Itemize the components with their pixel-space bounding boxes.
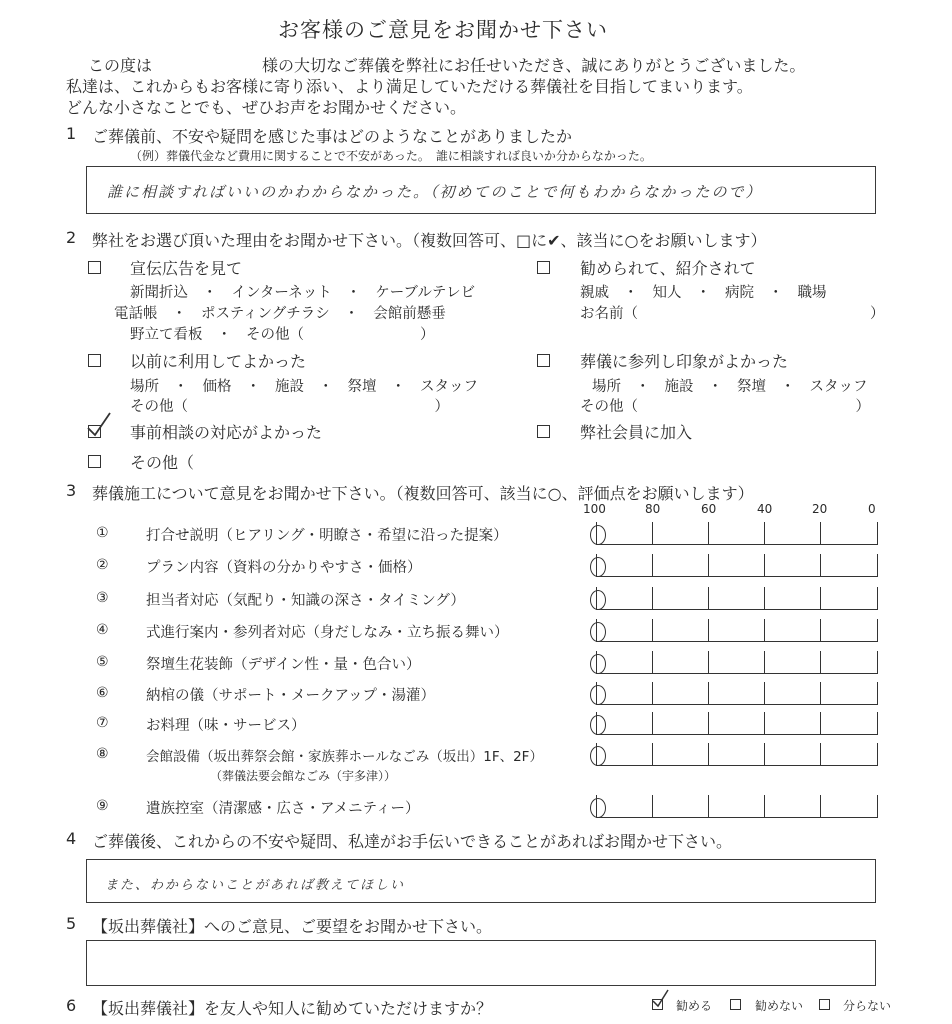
- rating-circle-mark: [590, 798, 606, 818]
- option-advertising-sub2: 電話帳 ・ ポスティングチラシ ・ 会館前懸垂: [114, 306, 446, 322]
- option-attended-funeral-sub2: その他（ ）: [580, 399, 870, 415]
- option-dont-know: 分らない: [843, 999, 892, 1013]
- item-number: ⑨: [96, 798, 109, 814]
- rating-scale-facilities[interactable]: [596, 743, 878, 766]
- option-advertising-sub1: 新聞折込 ・ インターネット ・ ケーブルテレビ: [130, 285, 476, 301]
- rating-circle-mark: [590, 622, 606, 642]
- option-advertising: 宣伝広告を見て: [130, 259, 243, 278]
- intro-line2: 私達は、これからもお客様に寄り添い、より満足していただける葬儀社を目指してまいります。: [66, 77, 753, 96]
- rating-scale-staff[interactable]: [596, 587, 878, 610]
- rating-circle-mark: [590, 654, 606, 674]
- rating-scale-briefing[interactable]: [596, 522, 878, 545]
- option-recommended-sub1: 親戚 ・ 知人 ・ 病院 ・ 職場: [580, 285, 827, 301]
- checkbox-dont-know[interactable]: [819, 999, 830, 1010]
- rating-scale-waiting-room[interactable]: [596, 795, 878, 818]
- rating-scale-encoffining[interactable]: [596, 682, 878, 705]
- q1-example: （例）葬儀代金など費用に関することで不安があった。 誰に相談すれば良いか分からなかった。: [130, 149, 652, 163]
- item-label-waiting-room: 遺族控室（清潔感・広さ・アメニティー）: [146, 801, 420, 817]
- q3-question: 葬儀施工について意見をお聞かせ下さい。（複数回答可、該当に○、評価点をお願いします）: [92, 484, 754, 503]
- item-number: ⑧: [96, 746, 109, 762]
- option-membership: 弊社会員に加入: [580, 423, 693, 442]
- item-number: ①: [96, 525, 109, 541]
- rating-circle-mark: [590, 715, 606, 735]
- q1-number: 1: [66, 124, 77, 143]
- rating-circle-mark: [590, 746, 606, 766]
- option-recommended: 勧められて、紹介されて: [580, 259, 756, 278]
- rating-circle-mark: [590, 685, 606, 705]
- checkbox-used-before[interactable]: [88, 354, 101, 367]
- q5-number: 5: [66, 914, 77, 933]
- q4-answer-text: また、わからないことがあれば教えてほしい: [105, 878, 406, 893]
- checkbox-attended-funeral[interactable]: [537, 354, 550, 367]
- check-mark-icon: [84, 410, 114, 440]
- option-consultation: 事前相談の対応がよかった: [130, 423, 323, 442]
- item-label-briefing: 打合せ説明（ヒアリング・明瞭さ・希望に沿った提案）: [146, 528, 508, 544]
- item-label-facilities: 会館設備（坂出葬祭会館・家族葬ホールなごみ（坂出）1F、2F）: [146, 749, 543, 765]
- item-number: ③: [96, 590, 109, 606]
- rating-scale-plan[interactable]: [596, 554, 878, 577]
- option-used-before-sub1: 場所 ・ 価格 ・ 施設 ・ 祭壇 ・ スタッフ: [130, 379, 478, 395]
- item-label-ceremony: 式進行案内・参列者対応（身だしなみ・立ち振る舞い）: [146, 625, 509, 641]
- scale-label-20: 20: [812, 502, 828, 516]
- intro-line1-suffix: 様の大切なご葬儀を弊社にお任せいただき、誠にありがとうございました。: [262, 56, 806, 75]
- option-other: その他（: [130, 453, 195, 472]
- q2-number: 2: [66, 228, 77, 247]
- q5-question: 【坂出葬儀社】へのご意見、ご要望をお聞かせ下さい。: [92, 917, 493, 936]
- option-attended-funeral-sub1: 場所 ・ 施設 ・ 祭壇 ・ スタッフ: [592, 379, 868, 395]
- option-attended-funeral: 葬儀に参列し印象がよかった: [580, 352, 789, 371]
- option-not-recommend: 勧めない: [755, 999, 804, 1013]
- q4-question: ご葬儀後、これからの不安や疑問、私達がお手伝いできることがあればお聞かせ下さい。: [92, 832, 733, 851]
- checkbox-not-recommend[interactable]: [730, 999, 741, 1010]
- scale-label-60: 60: [701, 502, 717, 516]
- checkbox-recommended[interactable]: [537, 261, 550, 274]
- intro-line1-prefix: この度は: [88, 56, 153, 75]
- rating-circle-mark: [590, 590, 606, 610]
- item-number: ⑥: [96, 685, 109, 701]
- q3-number: 3: [66, 481, 77, 500]
- item-label-facilities-sub: （葬儀法要会館なごみ（宇多津））: [210, 769, 397, 783]
- rating-scale-food[interactable]: [596, 712, 878, 735]
- item-number: ⑦: [96, 715, 109, 731]
- rating-circle-mark: [590, 525, 606, 545]
- q1-question: ご葬儀前、不安や疑問を感じた事はどのようなことがありましたか: [92, 127, 573, 146]
- q6-question: 【坂出葬儀社】を友人や知人に勧めていただけますか？: [92, 999, 493, 1018]
- scale-label-0: 0: [868, 502, 876, 516]
- option-recommend: 勧める: [676, 999, 713, 1013]
- item-label-encoffining: 納棺の儀（サポート・メークアップ・湯灌）: [146, 688, 435, 704]
- item-label-plan: プラン内容（資料の分かりやすさ・価格）: [146, 560, 422, 576]
- page-title: お客様のご意見をお聞かせ下さい: [278, 18, 608, 42]
- option-used-before-sub2: その他（ ）: [130, 399, 449, 415]
- option-used-before: 以前に利用してよかった: [130, 352, 307, 371]
- scale-label-100: 100: [583, 502, 606, 516]
- item-label-food: お料理（味・サービス）: [146, 718, 306, 734]
- checkbox-membership[interactable]: [537, 425, 550, 438]
- item-label-staff: 担当者対応（気配り・知識の深さ・タイミング）: [146, 593, 465, 609]
- q5-answer-box[interactable]: [86, 940, 876, 986]
- option-recommended-sub2: お名前（ ）: [580, 306, 885, 322]
- item-label-altar: 祭壇生花装飾（デザイン性・量・色合い）: [146, 657, 421, 673]
- item-number: ②: [96, 557, 109, 573]
- scale-label-80: 80: [645, 502, 661, 516]
- q1-answer-box[interactable]: [86, 166, 876, 214]
- checkbox-other[interactable]: [88, 455, 101, 468]
- intro-line3: どんな小さなことでも、ぜひお声をお聞かせください。: [66, 98, 467, 117]
- rating-scale-altar[interactable]: [596, 651, 878, 674]
- item-number: ⑤: [96, 654, 109, 670]
- q2-question: 弊社をお選び頂いた理由をお聞かせ下さい。（複数回答可、□に✔、該当に○をお願いします）: [92, 231, 767, 250]
- checkbox-advertising[interactable]: [88, 261, 101, 274]
- q1-answer-text: 誰に相談すればいいのかわからなかった。（初めてのことで何もわからなかったので）: [107, 183, 763, 201]
- rating-circle-mark: [590, 557, 606, 577]
- q4-number: 4: [66, 829, 77, 848]
- check-mark-icon: [650, 988, 670, 1010]
- rating-scale-ceremony[interactable]: [596, 619, 878, 642]
- item-number: ④: [96, 622, 109, 638]
- q4-answer-box[interactable]: [86, 859, 876, 903]
- scale-label-40: 40: [757, 502, 773, 516]
- q6-number: 6: [66, 996, 77, 1015]
- option-advertising-sub3: 野立て看板 ・ その他（ ）: [130, 327, 435, 343]
